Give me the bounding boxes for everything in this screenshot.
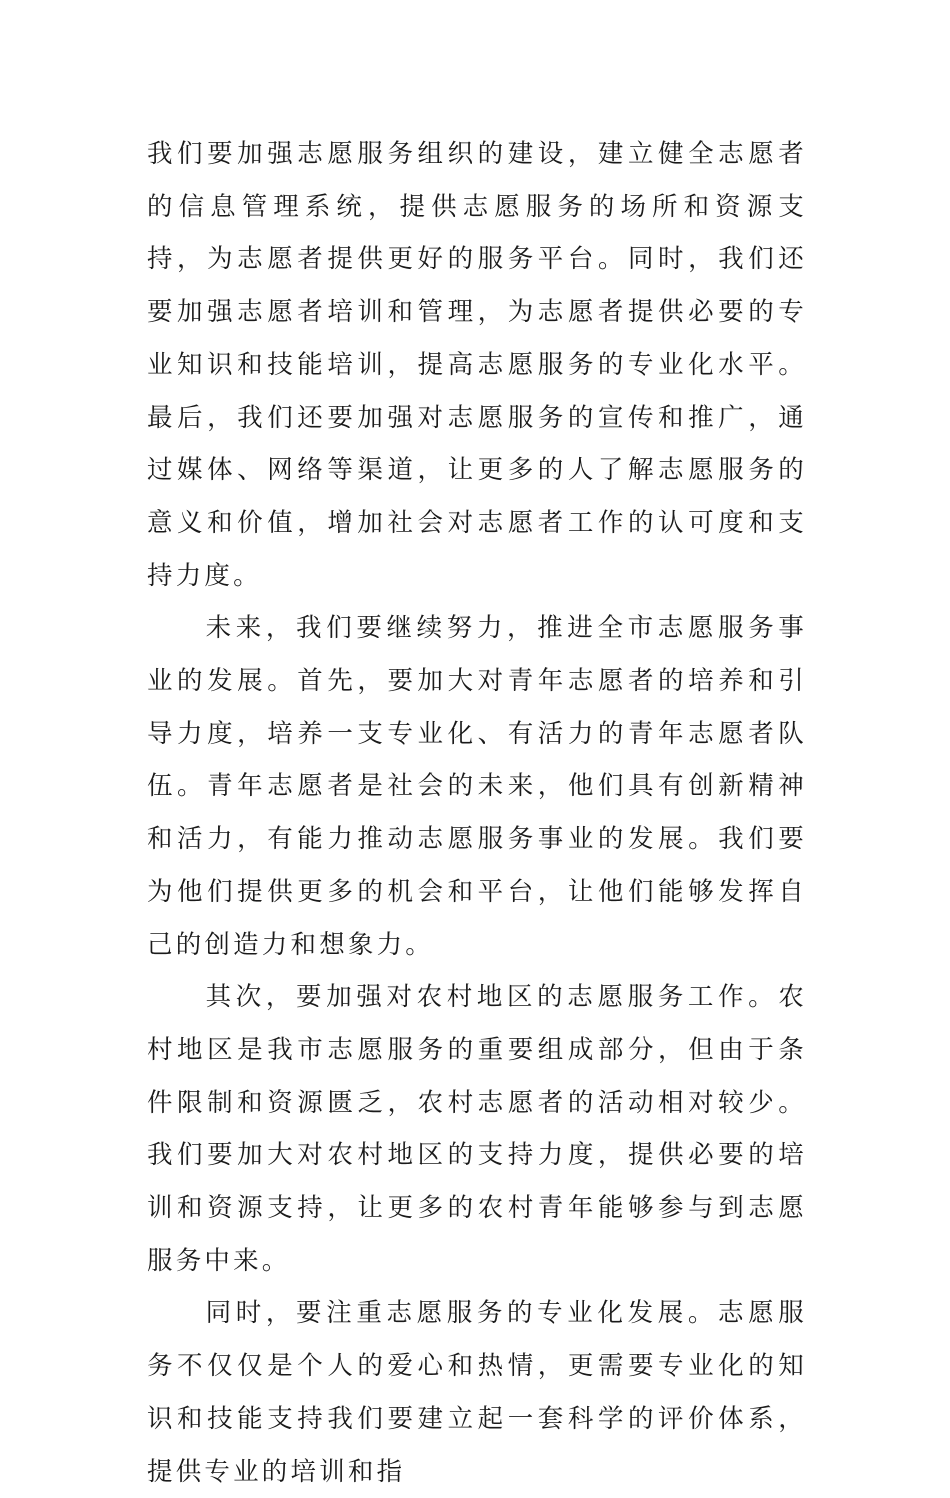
paragraph-2: 未来，我们要继续努力，推进全市志愿服务事业的发展。首先，要加大对青年志愿者的培养和引导力度，培养一支专业化、有活力的青年志愿者队伍。青年志愿者是社会的未来，他们具有创新精神和活力，有能力推动志愿服务事业的发展。我们要为他们提供更多的机会和平台，让他们能够发挥自己的创造力和想象力。 — [147, 613, 807, 960]
paragraph-4: 同时，要注重志愿服务的专业化发展。志愿服务不仅仅是个人的爱心和热情，更需要专业化的知识和技能支持我们要建立起一套科学的评价体系，提供专业的培训和指 — [147, 1298, 807, 1487]
document-body — [147, 128, 807, 1498]
paragraph-1: 我们要加强志愿服务组织的建设，建立健全志愿者的信息管理系统，提供志愿服务的场所和资源支持，为志愿者提供更好的服务平台。同时，我们还要加强志愿者培训和管理，为志愿者提供必要的专业知识和技能培训，提高志愿服务的专业化水平。最后，我们还要加强对志愿服务的宣传和推广，通过媒体、网络等渠道，让更多的人了解志愿服务的意义和价值，增加社会对志愿者工作的认可度和支持力度。 — [147, 139, 807, 591]
paragraph-3: 其次，要加强对农村地区的志愿服务工作。农村地区是我市志愿服务的重要组成部分，但由于条件限制和资源匮乏，农村志愿者的活动相对较少。我们要加大对农村地区的支持力度，提供必要的培训和资源支持，让更多的农村青年能够参与到志愿服务中来。 — [147, 982, 807, 1276]
